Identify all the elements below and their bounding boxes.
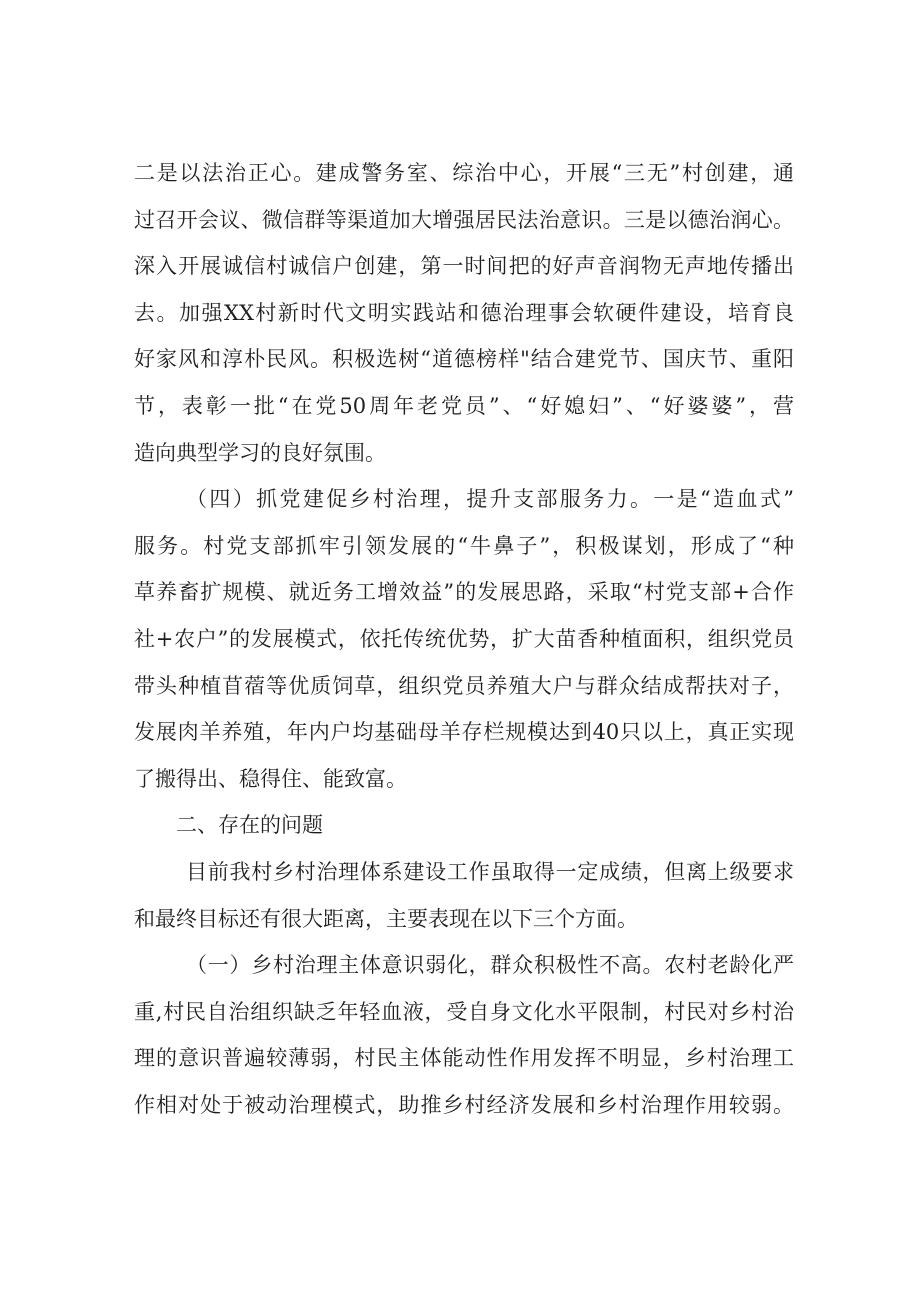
text-line: 去。加强XX村新时代文明实践站和德治理事会软硬件建设，培育良 [134,300,794,325]
text-line: 了搬得出、稳得住、能致富。 [134,766,407,791]
section-heading: 二、存在的问题 [176,813,323,838]
text-line: 造向典型学习的良好氛围。 [134,440,386,465]
text-line: 目前我村乡村治理体系建设工作虽取得一定成绩，但离上级要求 [186,859,794,884]
text-line: 深入开展诚信村诚信户创建，第一时间把的好声音润物无声地传播出 [134,254,794,279]
text-line: （四）抓党建促乡村治理，提升支部服务力。一是“造血式” [186,487,794,512]
text-line: 过召开会议、微信群等渠道加大增强居民法治意识。三是以德治润心。 [134,207,794,232]
text-line: 社+农户”的发展模式，依托传统优势，扩大苗香种植面积，组织党员 [134,626,794,651]
text-line: 发展肉羊养殖，年内户均基础母羊存栏规模达到40只以上，真正实现 [134,720,794,745]
text-line: 二是以法治正心。建成警务室、综治中心，开展“三无”村创建，通 [134,161,794,185]
text-line: （一）乡村治理主体意识弱化，群众积极性不高。农村老龄化严 [186,953,794,978]
text-line: 节，表彰一批“在党50周年老党员”、“好媳妇”、“好婆婆”，营 [134,393,794,418]
text-line: 服务。村党支部抓牢引领发展的“牛鼻子”，积极谋划，形成了“种 [134,533,794,558]
paragraph-current-status [134,849,794,942]
paragraph-party-building [134,476,794,802]
text-line: 作相对处于被动治理模式，助推乡村经济发展和乡村治理作用较弱。 [134,1092,794,1117]
text-line: 好家风和淳朴民风。积极选树“道德榜样"结合建党节、国庆节、重阳 [134,347,794,372]
paragraph-governance-weakness [134,942,794,1128]
text-line: 理的意识普遍较薄弱，村民主体能动性作用发挥不明显，乡村治理工 [134,1046,794,1071]
text-line: 和最终目标还有很大距离，主要表现在以下三个方面。 [134,906,638,931]
section-heading-problems [134,802,794,849]
document-body [134,150,794,1128]
paragraph-rule-of-law [134,150,794,476]
text-line: 重,村民自治组织缺乏年轻血液，受自身文化水平限制，村民对乡村治 [134,999,794,1024]
text-line: 带头种植苜蓿等优质饲草，组织党员养殖大户与群众结成帮扶对子， [134,673,794,698]
text-line: 草养畜扩规模、就近务工增效益”的发展思路，采取“村党支部+合作 [134,580,794,605]
